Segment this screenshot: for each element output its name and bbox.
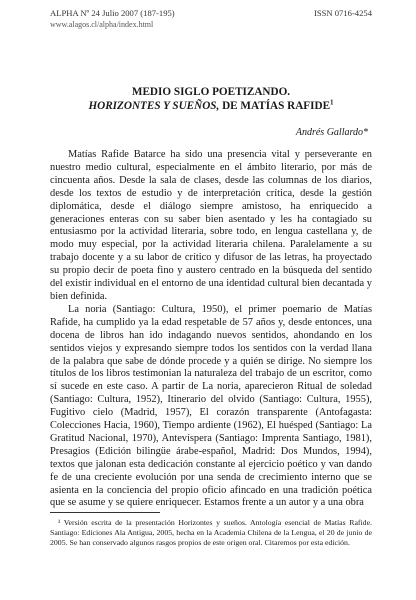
title-book-name: HORIZONTES Y SUEÑOS,	[88, 100, 220, 112]
article-title	[50, 85, 372, 113]
author-name: Andrés Gallardo*	[295, 127, 368, 138]
footnote: ¹ Versión escrita de la presentación Horizontes y sueños. Antología esencial de Matías Rafide. Santiago: Ediciones Ala Antigua, 2005, hecha en la Academia Chilena de la Lengua, el 20 de junio de 2005. Se han conservado algunos rasgos propios de este origen oral. Citaremos por esta edición.	[50, 518, 372, 547]
journal-citation: ALPHA Nº 24 Julio 2007 (187-195)	[50, 8, 175, 18]
article-body	[50, 149, 372, 510]
journal-url: www.alagos.cl/alpha/index.html	[50, 20, 154, 29]
title-line-2	[50, 99, 372, 113]
title-footnote-marker: 1	[330, 98, 334, 107]
footnote-divider	[50, 512, 160, 513]
paragraph: Matías Rafide Batarce ha sido una presencia vital y perseverante en nuestro medio cultural, especialmente en el ámbito literario, por más de cincuenta años. Desde la sala de clases, desde las columnas de los diarios, desde los textos de estudio y de interpretación crítica, desde la gestión diplomática, desde el diálogo siempre amistoso, ha enriquecido a generaciones enteras con su saber bien asentado y les ha contagiado su entusiasmo por la actividad literaria, sobre todo, en lengua castellana y, de modo muy especial, por la actividad literaria chilena. Paralelamente a su trabajo docente y a su labor de crítico y difusor de las letras, ha proyectado su propio decir de poeta fino y austero centrado en la búsqueda del sentido del existir individual en el entorno de una identidad cultural bien decantada y bien definida.	[50, 149, 372, 302]
running-header	[50, 8, 372, 30]
paragraph: La noria (Santiago: Cultura, 1950), el primer poemario de Matías Rafide, ha cumplido ya la edad respetable de 57 años y, desde entonces, una docena de libros han ido indagando nuevos sentidos, ahondando en los sentidos viejos y expresando siempre todos los sentidos con la verdad llana de la palabra que sabe de dónde procede y a quién se dirige. No siempre los títulos de los libros testimonian la naturaleza del trabajo de un escritor, como sí sucede en este caso. A partir de La noria, aparecieron Ritual de soledad (Santiago: Cultura, 1952), Itinerario del olvido (Santiago: Cultura, 1955), Fugitivo cielo (Madrid, 1957), El corazón transparente (Antofagasta: Colecciones Hacia, 1960), Tiempo ardiente (1962), El huésped (Santiago: La Gratitud Nacional, 1970), Antevíspera (Santiago: Imprenta Santiago, 1981), Presagios (Edición bilingüe árabe-español, Madrid: Dos Mundos, 1994), textos que jalonan esta dedicación constante al ejercicio poético y van dando fe de una creciente evolución por una senda de crecimiento interno que se asienta en la conciencia del propio oficio afincado en una tradición poética que se asume y se quiere enriquecer. Estamos frente a un autor y a una obra	[50, 303, 372, 509]
issn: ISSN 0716-4254	[313, 8, 372, 18]
title-author-name: DE MATÍAS RAFIDE	[219, 100, 331, 112]
title-line-1: MEDIO SIGLO POETIZANDO.	[131, 86, 291, 98]
